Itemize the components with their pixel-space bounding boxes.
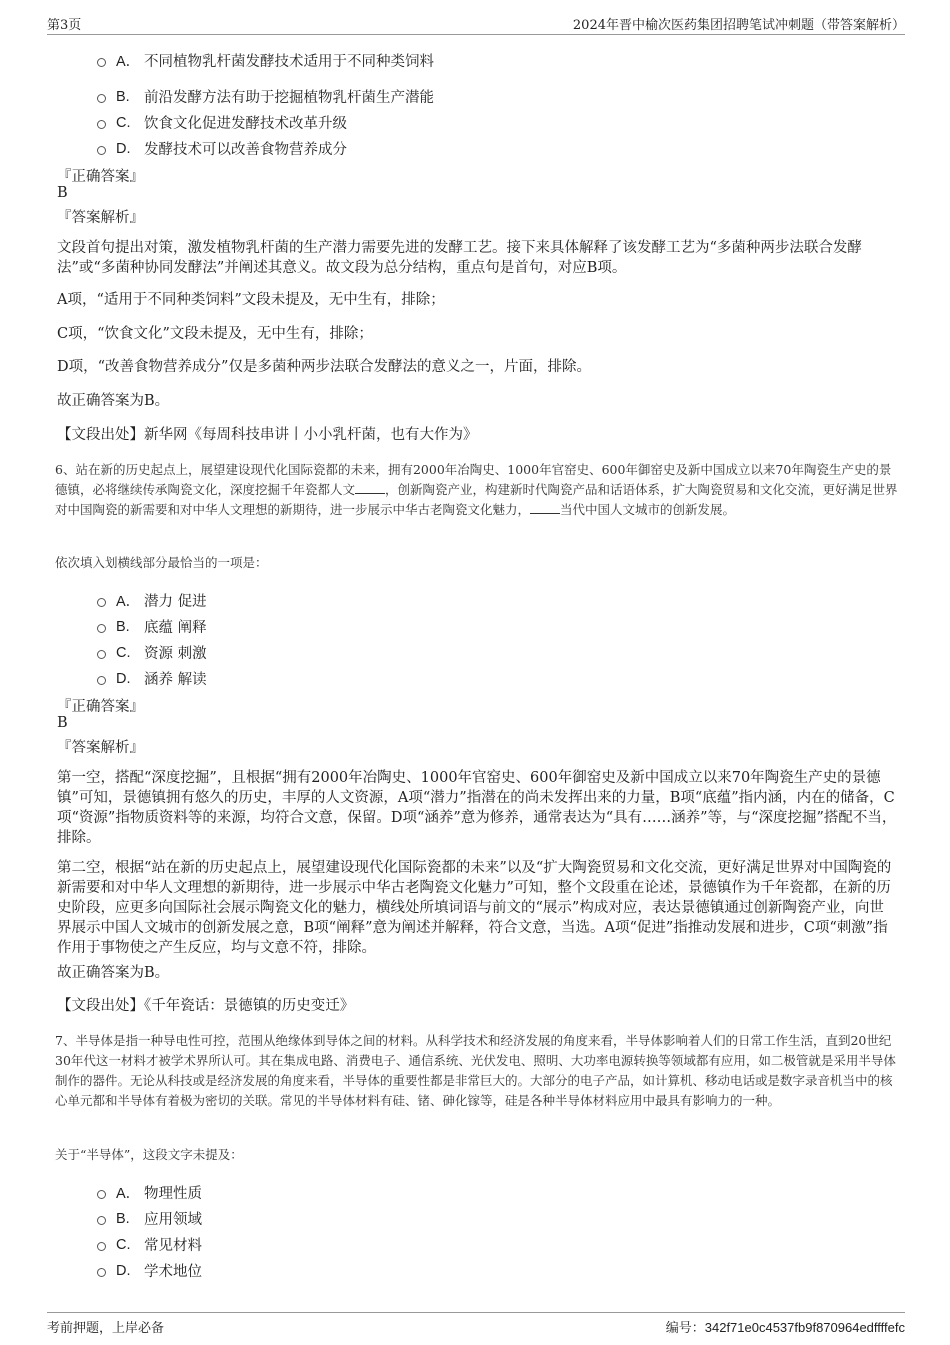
footer-slogan: 考前押题，上岸必备 xyxy=(47,1321,165,1336)
radio-icon[interactable] xyxy=(97,1216,106,1225)
fill-blank xyxy=(355,481,385,494)
analysis-paragraph: 故正确答案为B。 xyxy=(57,965,170,981)
radio-icon[interactable] xyxy=(97,1242,106,1251)
answer-value: B xyxy=(57,715,68,731)
q7-option-b[interactable]: B. 应用领域 xyxy=(97,1208,202,1229)
page-header xyxy=(47,12,905,35)
answer-value: B xyxy=(57,185,68,201)
q6-option-b[interactable]: B. 底蕴 阐释 xyxy=(97,616,207,637)
radio-icon[interactable] xyxy=(97,624,106,633)
page-footer xyxy=(47,1312,905,1335)
q7-option-a[interactable]: A． 物理性质 xyxy=(97,1182,202,1203)
question-7-prompt: 关于“半导体”，这段文字未提及： xyxy=(55,1147,243,1162)
radio-icon[interactable] xyxy=(97,676,106,685)
q7-option-c[interactable]: C. 常见材料 xyxy=(97,1234,202,1255)
question-6-prompt: 依次填入划横线部分最恰当的一项是： xyxy=(55,555,268,570)
analysis-paragraph: 第二空，根据“站在新的历史起点上，展望建设现代化国际瓷都的未来”以及“扩大陶瓷贸易和文化交流，更好满足世界对中国陶瓷的新需要和对中华人文理想的新期待，进一步展示中华古老陶瓷文化魅力”可知，整个文段重在论述，景德镇作为千年瓷都，在新的历史阶段，应更多向国际社会展示陶瓷文化的魅力，横线处所填词语与前文的“展示”构成对应，表达景德镇通过创新陶瓷产业，向世界展示中国人文城市的创新发展之意，B项“阐释”意为阐述并解释，符合文意，当选。A项“促进”指推动发展和进步，C项“刺激”指作用于事物使之产生反应，均与文意不符，排除。 xyxy=(57,860,892,956)
analysis-paragraph: 文段首句提出对策，激发植物乳杆菌的生产潜力需要先进的发酵工艺。接下来具体解释了该发酵工艺为“多菌种两步法联合发酵法”或“多菌种协同发酵法”并阐述其意义。故文段为总分结构，重点句是首句，对应B项。 xyxy=(57,240,862,276)
analysis-paragraph: 第一空，搭配“深度挖掘”，且根据“拥有2000年冶陶史、1000年官窑史、600年御窑史及新中国成立以来70年陶瓷生产史的景德镇”可知，景德镇拥有悠久的历史，丰厚的人文资源，A项“潜力”指潜在的尚未发挥出来的力量，B项“底蕴”指内涵，内在的储备，C项“资源”指物质资料等的来源，均符合文意，保留。D项“涵养”意为修养，通常表达为“具有……涵养”等，与“深度挖掘”搭配不当，排除。 xyxy=(57,770,897,846)
source-citation: 【文段出处】《千年瓷话：景德镇的历史变迁》 xyxy=(57,998,355,1014)
radio-icon[interactable] xyxy=(97,120,106,129)
q5-option-b[interactable]: B. 前沿发酵方法有助于挖掘植物乳杆菌生产潜能 xyxy=(97,86,434,107)
q6-option-c[interactable]: C. 资源 刺激 xyxy=(97,642,207,663)
radio-icon[interactable] xyxy=(97,94,106,103)
document-title: 2024年晋中榆次医药集团招聘笔试冲刺题（带答案解析） xyxy=(572,18,905,33)
q5-option-a[interactable]: A． 不同植物乳杆菌发酵技术适用于不同种类饲料 xyxy=(97,50,434,71)
analysis-label: 『答案解析』 xyxy=(57,740,144,756)
analysis-paragraph: C项，“饮食文化”文段未提及，无中生有，排除； xyxy=(57,326,373,342)
question-6-stem: 6、站在新的历史起点上，展望建设现代化国际瓷都的未来，拥有2000年冶陶史、1000年官窑史、600年御窑史及新中国成立以来70年陶瓷生产史的景德镇，必将继续传承陶瓷文化，深度挖掘千年瓷都人文 ，创新陶瓷产业，构建新时代陶瓷产品和话语体系，扩大陶瓷贸易和文化交流，更好满足世界对中国陶瓷的新需要和对中华人文理想的新期待，进一步展示中华古老陶瓷文化魅力， 当代中国人文城市的创新发展。 xyxy=(55,462,898,517)
answer-label: 『正确答案』 xyxy=(57,699,144,715)
source-citation: 【文段出处】新华网《每周科技串讲丨小小乳杆菌，也有大作为》 xyxy=(57,427,478,443)
q6-option-d[interactable]: D. 涵养 解读 xyxy=(97,668,207,689)
analysis-paragraph: A项，“适用于不同种类饲料”文段未提及，无中生有，排除； xyxy=(57,292,445,308)
q6-option-a[interactable]: A． 潜力 促进 xyxy=(97,590,207,611)
radio-icon[interactable] xyxy=(97,598,106,607)
radio-icon[interactable] xyxy=(97,146,106,155)
document-id: 编号：342f71e0c4537fb9f870964edffffefc xyxy=(665,1320,905,1335)
radio-icon[interactable] xyxy=(97,650,106,659)
page-number: 第3页 xyxy=(47,18,82,33)
analysis-paragraph: 故正确答案为B。 xyxy=(57,393,170,409)
answer-label: 『正确答案』 xyxy=(57,169,144,185)
radio-icon[interactable] xyxy=(97,58,106,67)
q5-option-c[interactable]: C. 饮食文化促进发酵技术改革升级 xyxy=(97,112,347,133)
analysis-label: 『答案解析』 xyxy=(57,210,144,226)
fill-blank xyxy=(530,501,560,514)
radio-icon[interactable] xyxy=(97,1190,106,1199)
question-7-stem: 7、半导体是指一种导电性可控，范围从绝缘体到导体之间的材料。从科学技术和经济发展的角度来看，半导体影响着人们的日常工作生活，直到20世纪30年代这一材料才被学术界所认可。其在集成电路、消费电子、通信系统、光伏发电、照明、大功率电源转换等领域都有应用，如二极管就是采用半导体制作的器件。无论从科技或是经济发展的角度来看，半导体的重要性都是非常巨大的。大部分的电子产品，如计算机、移动电话或是数字录音机当中的核心单元都和半导体有着极为密切的关联。常见的半导体材料有硅、锗、砷化镓等，硅是各种半导体材料应用中最具有影响力的一种。 xyxy=(55,1033,896,1108)
radio-icon[interactable] xyxy=(97,1268,106,1277)
analysis-paragraph: D项，“改善食物营养成分”仅是多菌种两步法联合发酵法的意义之一，片面，排除。 xyxy=(57,359,591,375)
q7-option-d[interactable]: D. 学术地位 xyxy=(97,1260,202,1281)
q5-option-d[interactable]: D. 发酵技术可以改善食物营养成分 xyxy=(97,138,347,159)
